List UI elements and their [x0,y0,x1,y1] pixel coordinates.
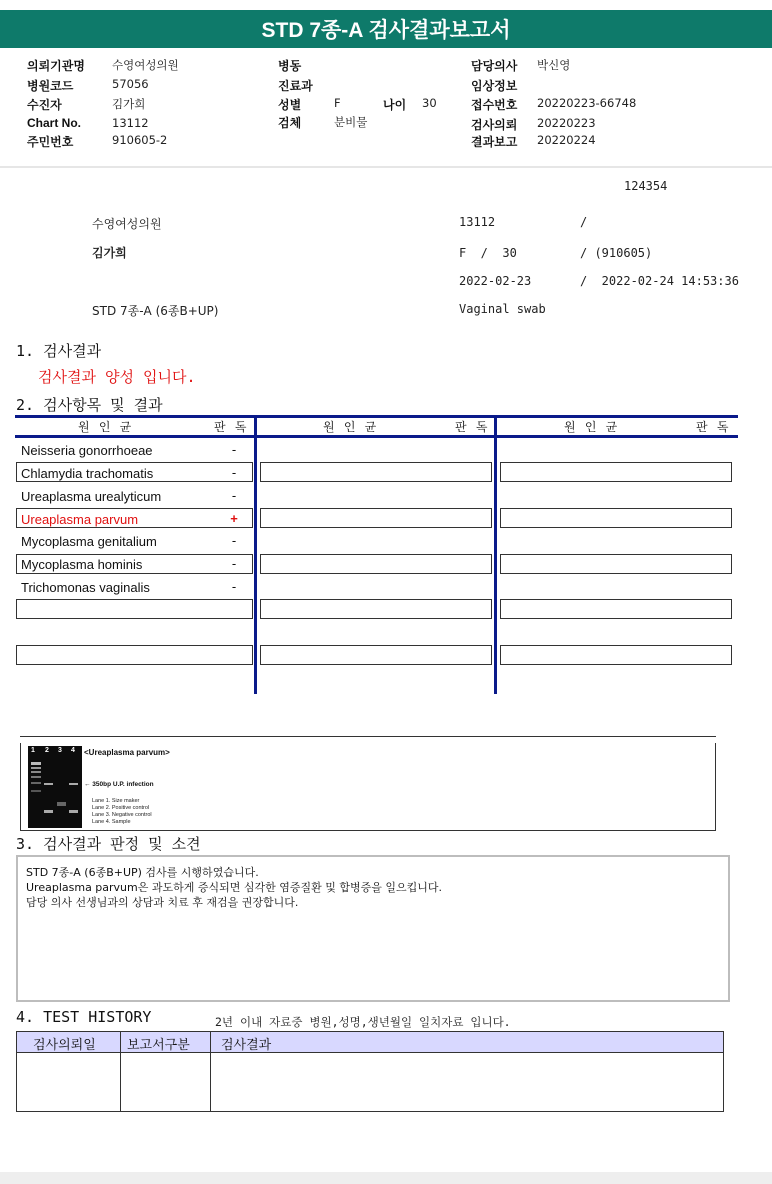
history-col-divider [210,1032,211,1111]
organism-result: - [231,556,237,571]
report-chart: 13112 [459,215,496,229]
organism-name: Mycoplasma genitalium [21,534,157,549]
report-slash: / [580,215,588,229]
section4-title: 4. TEST HISTORY [16,1008,152,1026]
report-id: 124354 [624,179,668,193]
empty-row-box [500,508,732,528]
empty-row-box [260,599,492,619]
history-col-divider [120,1032,121,1111]
gel-lane-note: Lane 4. Sample [92,819,131,825]
header-value-age: 30 [422,96,437,110]
table-column-divider-2 [494,416,497,694]
page-bottom-strip [0,1172,772,1184]
history-note: 2년 이내 자료중 병원,성명,생년월일 일치자료 입니다. [215,1015,511,1029]
gel-electrophoresis-image [28,746,82,828]
organism-result: - [231,465,237,480]
organism-result: - [231,533,237,548]
history-col-result: 검사결과 [221,1038,272,1053]
header-value-receipt-no: 20220223-66748 [537,96,637,110]
report-birth: / (910605) [580,246,653,260]
table-column-divider-1 [254,416,257,694]
organism-result: - [231,442,237,457]
section1-title: 1. 검사결과 [16,342,102,360]
gel-lane-4: 4 [71,747,75,754]
header-label-hospital-code: 병원코드 [27,79,74,93]
header-label-receipt-no: 접수번호 [471,98,518,112]
header-label-patient: 수진자 [27,98,62,112]
report-datetime: / 2022-02-24 14:53:36 [580,274,739,288]
col-judge-1: 판 독 [214,420,248,434]
report-specimen: Vaginal swab [459,302,546,316]
organism-name: Mycoplasma hominis [21,557,143,572]
header-value-sex: F [334,96,341,110]
empty-row-box [260,554,492,574]
empty-row-box [500,645,732,665]
organism-name-positive: Ureaplasma parvum [21,512,139,527]
gel-lane-note: Lane 2. Positive control [92,805,150,811]
header-label-request-date: 검사의뢰 [471,118,518,132]
organism-name: Trichomonas vaginalis [21,580,150,595]
organism-result: - [231,579,237,594]
header-label-department: 진료과 [278,79,313,93]
organism-name: Ureaplasma urealyticum [21,489,162,504]
header-label-ward: 병동 [278,59,302,73]
report-patient: 김가희 [92,246,127,260]
header-value-doctor: 박신영 [537,58,571,72]
header-label-sex: 성별 [278,98,302,112]
header-label-clinical-info: 임상정보 [471,79,518,93]
organism-name: Neisseria gonorrhoeae [21,443,153,458]
header-label-doctor: 담당의사 [471,59,518,73]
header-value-chart-no: 13112 [112,116,149,130]
organism-result: - [231,488,237,503]
report-title: STD 7종-A 검사결과보고서 [0,10,772,48]
header-label-chart-no: Chart No. [27,116,81,130]
table-header-line [15,435,738,438]
header-value-report-date: 20220224 [537,133,596,147]
report-request-date: 2022-02-23 [459,274,532,288]
section3-title: 3. 검사결과 판정 및 소견 [16,835,201,853]
organism-result-positive: + [230,511,238,526]
empty-row-box [500,462,732,482]
gel-lane-1: 1 [31,747,35,754]
positive-result-message: 검사결과 양성 입니다. [38,368,196,386]
empty-row-box [260,462,492,482]
report-test-name: STD 7종-A (6종B+UP) [92,304,219,318]
header-value-hospital-code: 57056 [112,77,149,91]
header-label-resident-no: 주민번호 [27,135,74,149]
header-value-patient: 김가희 [112,97,146,111]
gel-band-label: ← 350bp U.P. infection [84,781,154,788]
col-organism-3: 원 인 균 [564,420,619,434]
section2-title: 2. 검사항목 및 결과 [16,396,163,414]
gel-lane-note: Lane 1. Size maker [92,798,140,804]
gel-lane-3: 3 [58,747,62,754]
gel-caption: <Ureaplasma parvum> [84,748,170,757]
empty-row-box [500,599,732,619]
header-label-clinic: 의뢰기관명 [27,59,85,73]
history-table-header [17,1032,723,1053]
header-divider [0,166,772,168]
empty-row-box [260,645,492,665]
header-label-report-date: 결과보고 [471,135,518,149]
header-value-resident-no: 910605-2 [112,133,168,147]
history-col-report-type: 보고서구분 [127,1038,190,1053]
col-judge-2: 판 독 [455,420,489,434]
gel-lane-2: 2 [45,747,49,754]
opinion-line: Ureaplasma parvum은 과도하게 증식되면 심각한 염증질환 및 합병증을 일으킵니다. [26,881,442,894]
empty-row-box [500,554,732,574]
header-label-age: 나이 [383,98,407,112]
col-organism-2: 원 인 균 [323,420,378,434]
col-organism-1: 원 인 균 [78,420,133,434]
header-value-request-date: 20220223 [537,116,596,130]
report-clinic: 수영여성의원 [92,217,162,231]
empty-row-box [16,645,253,665]
gel-bands-graphic [28,746,82,828]
opinion-line: STD 7종-A (6종B+UP) 검사를 시행하였습니다. [26,866,259,879]
header-label-specimen: 검체 [278,116,302,130]
gel-divider [20,736,716,737]
empty-row-box [260,508,492,528]
opinion-line: 담당 의사 선생님과의 상담과 치료 후 재검을 권장합니다. [26,896,299,909]
empty-row-box [16,599,253,619]
history-col-request-date: 검사의뢰일 [33,1038,96,1053]
header-value-clinic: 수영여성의원 [112,58,179,72]
gel-lane-note: Lane 3. Negative control [92,812,152,818]
organism-name: Chlamydia trachomatis [21,466,154,481]
header-value-specimen: 분비물 [334,115,368,129]
report-sex-age: F / 30 [459,246,517,260]
col-judge-3: 판 독 [696,420,730,434]
